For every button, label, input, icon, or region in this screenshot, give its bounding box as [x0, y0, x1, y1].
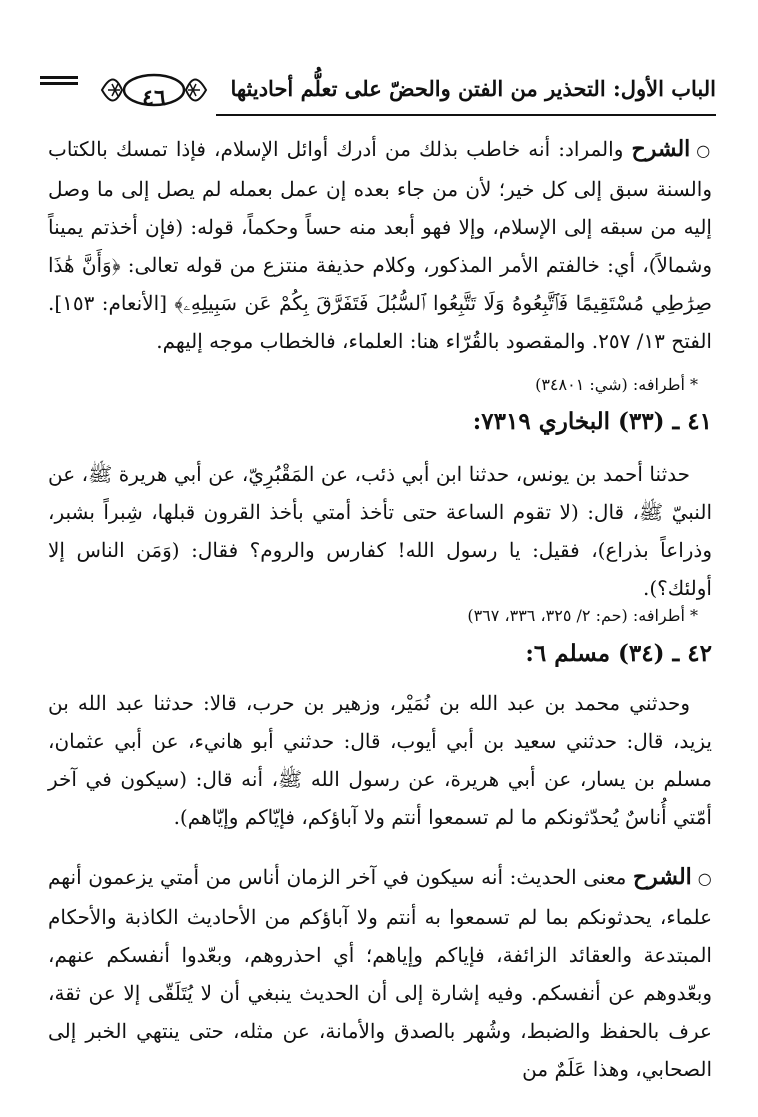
circle-bullet-icon: ○	[697, 869, 712, 888]
atraf-note-1: * أطرافه: (شي: ٣٤٨٠١)	[535, 375, 698, 394]
commentary-paragraph	[48, 130, 712, 360]
commentary-label: الشرح	[632, 864, 692, 890]
circle-bullet-icon: ○	[696, 141, 713, 160]
header-rule	[216, 114, 716, 116]
commentary-text: معنى الحديث: أنه سيكون في آخر الزمان أناس من أمتي يزعمون أنهم علماء، يحدثونكم بما لم تسمعوا به أنتم ولا آباؤكم من الأحاديث الكاذبة والأحكام المبتدعة والعقائد الزائفة، فإياكم وإياهم؛ أي احذروهم، وبعّدوا أنفسكم عنهم، وبعّدوهم عن أنفسكم. وفيه إشارة إلى أن الحديث ينبغي أن لا يُتَلَقّى إلا عن ثقة، عرف بالحفظ والضبط، وشُهر بالصدق والأمانة، عن مثله، حتى ينتهي الخبر إلى الصحابي، وهذا عَلَمٌ من	[48, 865, 712, 1081]
hadith-41-text: حدثنا أحمد بن يونس، حدثنا ابن أبي ذئب، عن المَقْبُرِيّ، عن أبي هريرة ﷺ، عن النبيّ ﷺ، قال: (لا تقوم الساعة حتى تأخذ أمتي بأخذ القرون قبلها، شِبراً بشبر، وذراعاً بذراع)، فقيل: يا رسول الله! كفارس والروم؟ فقال: (وَمَن الناس إلا أولئك؟).	[48, 462, 712, 600]
page-number: ٤٦	[142, 85, 166, 111]
commentary-text: والمراد: أنه خاطب بذلك من أدرك أوائل الإسلام، فإذا تمسك بالكتاب والسنة سبق إلى كل خير؛ لأن من جاء بعده إن عمل بعمله لم يصل إلى ما وصل إليه من سبقه إلى الإسلام، وإلا فهو أبعد منه حساً وحكماً، قوله: (فإن أخذتم يميناً وشمالاً)، أي: خالفتم الأمر المذكور، وكلام حذيفة منتزع من قوله تعالى: ﴿وَأَنَّ هَٰذَا صِرَٰطِي مُسْتَقِيمًا فَٱتَّبِعُوهُ وَلَا تَتَّبِعُوا ٱلسُّبُلَ فَتَفَرَّقَ بِكُمْ عَن سَبِيلِهِۦ﴾ [الأنعام: ١٥٣]. الفتح ١٣/ ٢٥٧. والمقصود بالقُرّاء هنا: العلماء، فالخطاب موجه إليهم.	[48, 137, 712, 353]
hadith-42-heading: ٤٢ ـ (٣٤) مسلم ٦:	[525, 640, 712, 667]
page-header	[40, 62, 716, 126]
hadith-42-block	[48, 684, 712, 836]
hadith-42-text: وحدثني محمد بن عبد الله بن نُمَيْر، وزهير بن حرب، قالا: حدثنا عبد الله بن يزيد، قال: حدثني سعيد بن أبي أيوب، قال: حدثني أبو هانيء، عن أبي عثمان، مسلم بن يسار، عن أبي هريرة، عن رسول الله ﷺ، أنه قال: (سيكون في آخر أمّتي أُناسٌ يُحدّثونكم ما لم تسمعوا أنتم ولا آباؤكم، فإيّاكم وإيّاهم).	[48, 691, 712, 829]
atraf-note-2: * أطرافه: (حم: ٢/ ٣٢٥، ٣٣٦، ٣٦٧)	[467, 606, 698, 625]
commentary-block-1	[48, 130, 712, 360]
page-number-ornament	[98, 70, 210, 110]
header-bar-ornament	[40, 76, 78, 88]
chapter-title: الباب الأول: التحذير من الفتن والحضّ على تعلُّم أحاديثها	[230, 76, 716, 101]
commentary-block-2	[48, 858, 712, 1088]
commentary-paragraph	[48, 858, 712, 1088]
hadith-41-block	[48, 455, 712, 607]
hadith-41-heading: ٤١ ـ (٣٣) البخاري ٧٣١٩:	[472, 408, 712, 435]
commentary-label: الشرح	[631, 136, 691, 162]
